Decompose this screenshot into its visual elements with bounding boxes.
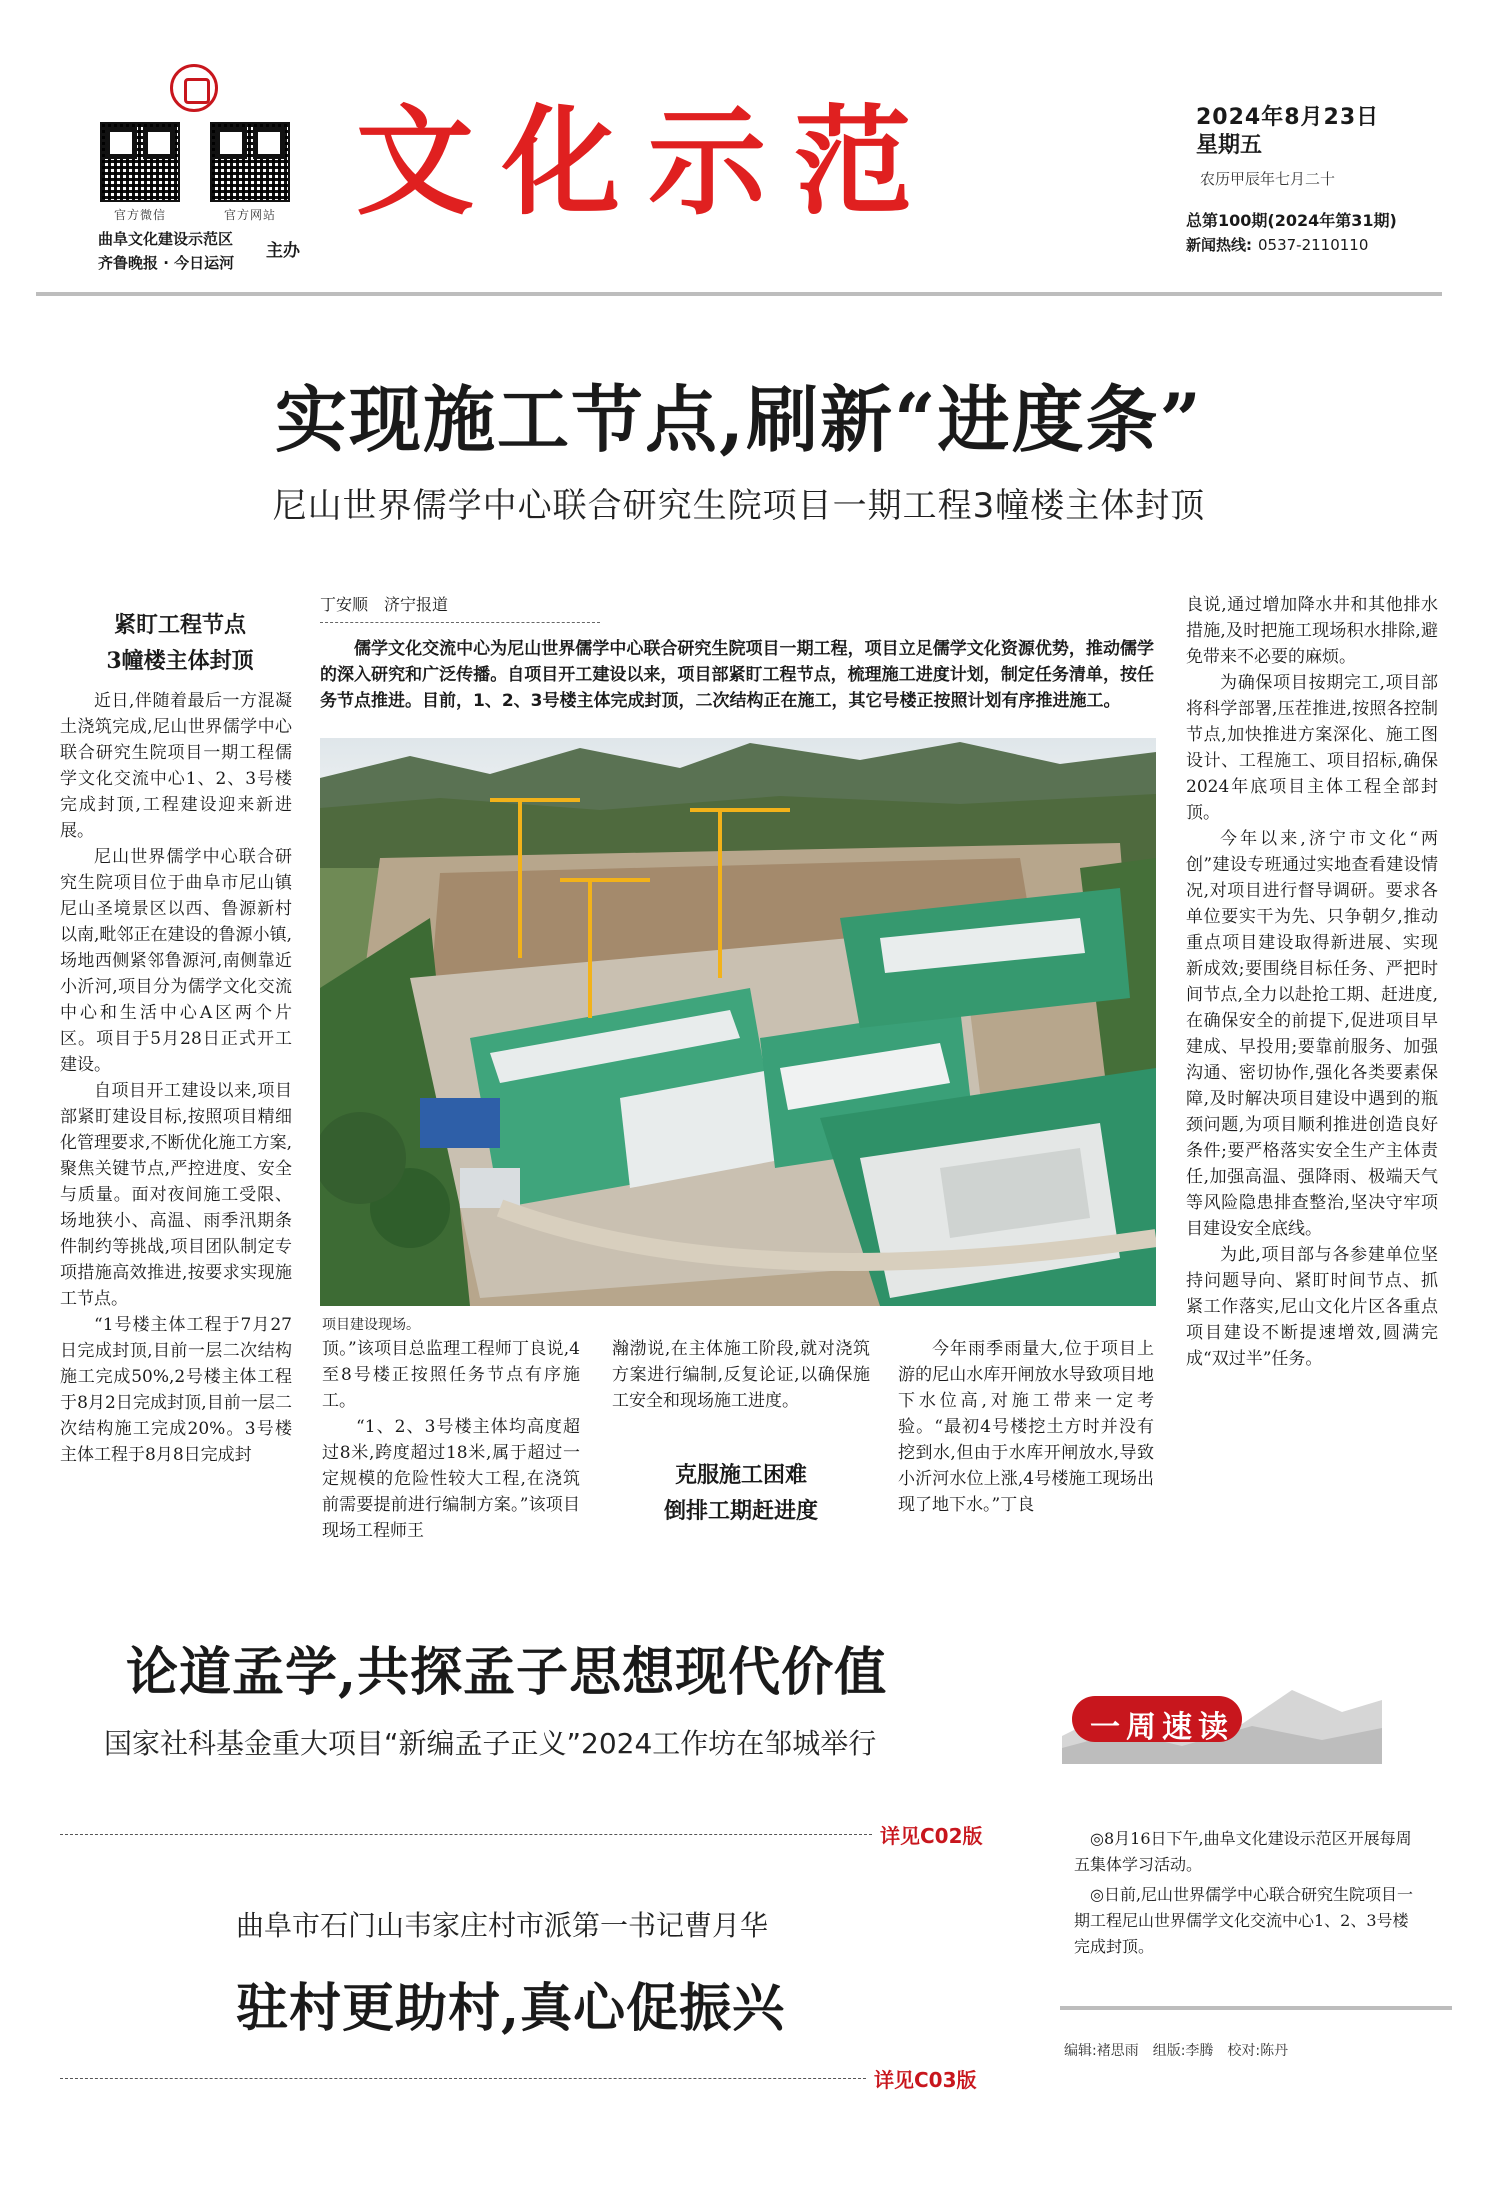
masthead-rule (36, 292, 1442, 296)
construction-site-photo (320, 738, 1156, 1306)
weekly-brief-title: 一周速读 (1090, 1710, 1234, 1745)
story3-divider (60, 2078, 866, 2079)
col4-paragraph: 今年雨季雨量大,位于项目上游的尼山水库开闸放水导致项目地下水位高,对施工带来一定考验。“最初4号楼挖土方时并没有挖到水,但由于水库开闸放水,导致小沂河水位上涨,4号楼施工现场出现了地下水。”丁良 (898, 1339, 1154, 1515)
brief-item-1: ◎8月16日下午,曲阜文化建设示范区开展每周五集体学习活动。 (1074, 1829, 1412, 1874)
lead-byline: 丁安顺 济宁报道 (320, 595, 449, 614)
construction-site-illustration (320, 738, 1156, 1306)
sponsor-line-1: 曲阜文化建设示范区 (98, 230, 234, 248)
col5-paragraph: 今年以来,济宁市文化“两创”建设专班通过实地查看建设情况,对项目进行督导调研。要求各单位要实干为先、只争朝夕,推动重点项目建设取得新进展、实现新成效;要围绕目标任务、严把时间节点,全力以赴抢工期、赶进度,在确保安全的前提下,促进项目早建成、早投用;要靠前服务、加强沟通、密切协作,强化各类要素保障,及时解决项目建设中遇到的瓶颈问题,为项目顺利推进创造良好条件;要严格落实安全生产主体责任,加强高温、强降雨、极端天气等风险隐患排查整治,坚决守牢项目建设安全底线。 (1186, 829, 1438, 1239)
col1-paragraph: 近日,伴随着最后一方混凝土浇筑完成,尼山世界儒学中心联合研究生院项目一期工程儒学文化交流中心1、2、3号楼完成封顶,工程建设迎来新进展。 (60, 691, 292, 841)
col1-paragraph: 自项目开工建设以来,项目部紧盯建设目标,按照项目精细化管理要求,不断优化施工方案,聚焦关键节点,严控进度、安全与质量。面对夜间施工受限、场地狭小、高温、雨季汛期条件制约等挑战,项目团队制定专项措施高效推进,按要求实现施工节点。 (60, 1081, 292, 1309)
masthead-seal-logo (170, 64, 218, 112)
issue-date: 2024年8月23日 (1196, 105, 1380, 130)
col3-head-1: 克服施工困难 (674, 1462, 807, 1488)
story3-kicker: 曲阜市石门山韦家庄村市派第一书记曹月华 (236, 1909, 769, 1942)
story3-see-more-link[interactable]: 详见C03版 (874, 2068, 977, 2092)
sponsor-role: 主办 (266, 241, 300, 261)
lead-column-4 (898, 1336, 1154, 1518)
story2-divider (60, 1834, 872, 1835)
lead-subhead: 尼山世界儒学中心联合研究生院项目一期工程3幢楼主体封顶 (272, 486, 1206, 526)
col5-paragraph: 为此,项目部与各参建单位坚持问题导向、紧盯时间节点、抓紧工作落实,尼山文化片区各重点项目建设不断提速增效,圆满完成“双过半”任务。 (1186, 1245, 1438, 1369)
side-head-2: 3幢楼主体封顶 (106, 648, 254, 674)
story2-headline: 论道孟学,共探孟子思想现代价值 (126, 1642, 888, 1703)
issue-number: 总第100期(2024年第31期) (1186, 211, 1397, 230)
story2-subhead: 国家社科基金重大项目“新编孟子正义”2024工作坊在邹城举行 (104, 1727, 877, 1760)
hotline-label: 新闻热线: (1186, 236, 1252, 254)
masthead-title: 文化示范 (356, 93, 941, 231)
col2-paragraph: “1、2、3号楼主体均高度超过8米,跨度超过18米,属于超过一定规模的危险性较大工程,在浇筑前需要提前进行编制方案。”该项目现场工程师王 (322, 1417, 580, 1541)
col2-paragraph: 顶。”该项目总监理工程师丁良说,4至8号楼正按照任务节点有序施工。 (322, 1339, 580, 1411)
story3-headline: 驻村更助村,真心促振兴 (236, 1978, 786, 2039)
lead-column-2 (322, 1336, 580, 1544)
brief-item-2: ◎日前,尼山世界儒学中心联合研究生院项目一期工程尼山世界儒学文化交流中心1、2、3号楼完成封顶。 (1074, 1885, 1414, 1956)
lead-column-5 (1186, 592, 1438, 1372)
col1-paragraph: 尼山世界儒学中心联合研究生院项目位于曲阜市尼山镇尼山圣境景区以西、鲁源新村以南,毗邻正在建设的鲁源小镇,场地西侧紧邻鲁源河,南侧靠近小沂河,项目分为儒学文化交流中心和生活中心A区两个片区。项目于5月28日正式开工建设。 (60, 847, 292, 1075)
col3-head-2: 倒排工期赶进度 (663, 1498, 818, 1524)
side-head-1: 紧盯工程节点 (113, 612, 246, 638)
issue-weekday: 星期五 (1196, 133, 1263, 158)
qr-label-wechat: 官方微信 (113, 208, 166, 222)
col5-paragraph: 为确保项目按期完工,项目部将科学部署,压茬推进,按照各控制节点,加快推进方案深化、施工图设计、工程施工、项目招标,确保2024年底项目主体工程全部封顶。 (1186, 673, 1438, 823)
wechat-qr-code[interactable] (100, 122, 180, 202)
col3-paragraph: 瀚渤说,在主体施工阶段,就对浇筑方案进行编制,反复论证,以确保施工安全和现场施工进度。 (612, 1339, 870, 1411)
col1-paragraph: “1号楼主体工程于7月27日完成封顶,目前一层二次结构施工完成50%,2号楼主体工程于8月2日完成封顶,目前一层二次结构施工完成20%。3号楼主体工程于8月8日完成封 (60, 1315, 292, 1465)
lead-column-3 (612, 1336, 870, 1414)
byline-rule (320, 622, 600, 623)
lead-column-1 (60, 688, 292, 1468)
brief-rule (1060, 2006, 1452, 2010)
qr-label-website: 官方网站 (223, 208, 276, 222)
lead-headline: 实现施工节点,刷新“进度条” (275, 377, 1203, 462)
hotline-number: 0537-2110110 (1258, 236, 1369, 254)
col5-paragraph: 良说,通过增加降水井和其他排水措施,及时把施工现场积水排除,避免带来不必要的麻烦。 (1186, 595, 1438, 667)
footer-credit: 编辑:褚思雨 组版:李腾 校对:陈丹 (1064, 2043, 1289, 2059)
story2-see-more-link[interactable]: 详见C02版 (880, 1824, 983, 1848)
news-hotline (1186, 234, 1368, 255)
lunar-date: 农历甲辰年七月二十 (1200, 170, 1336, 188)
sponsor-line-2: 齐鲁晚报 · 今日运河 (98, 254, 235, 272)
lead-paragraph: 儒学文化交流中心为尼山世界儒学中心联合研究生院项目一期工程，项目立足儒学文化资源优势，推动儒学的深入研究和广泛传播。自项目开工建设以来，项目部紧盯工程节点，梳理施工进度计划，制定任务清单，按任务节点推进。目前，1、2、3号楼主体完成封顶，二次结构正在施工，其它号楼正按照计划有序推进施工。 (320, 639, 1154, 711)
website-qr-code[interactable] (210, 122, 290, 202)
photo-caption: 项目建设现场。 (322, 1317, 420, 1333)
